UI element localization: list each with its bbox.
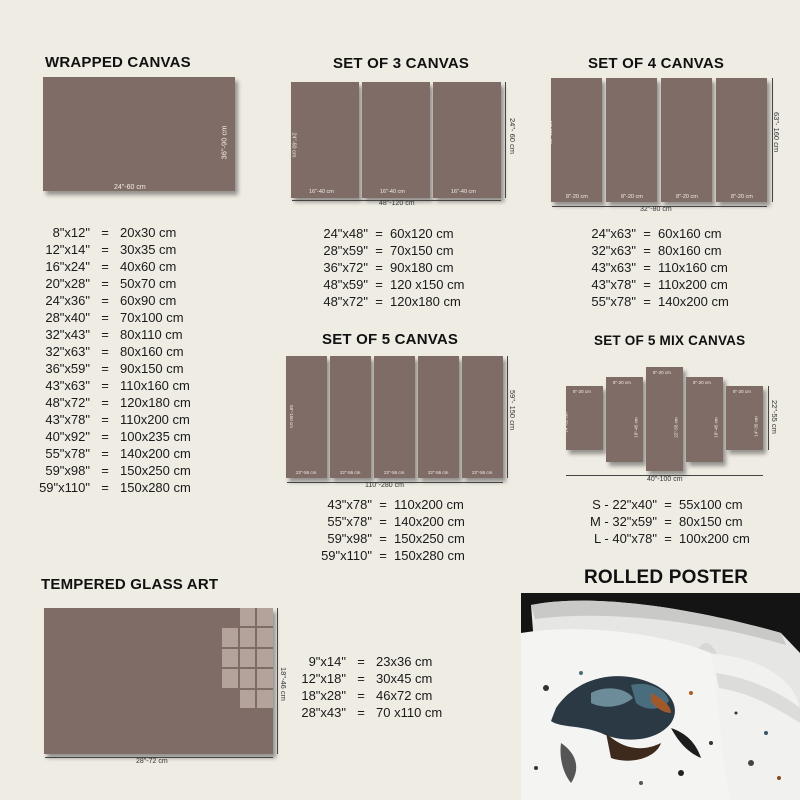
size-equals: = [101, 327, 109, 342]
size-inches: 36"x59" [45, 361, 90, 376]
set5mix-side-label: 14"-35 cm [563, 412, 569, 433]
size-row [576, 225, 778, 242]
size-cm: 150x250 cm [394, 531, 465, 546]
size-cm: 70x100 cm [120, 310, 184, 325]
size-row [318, 547, 524, 564]
size-row [294, 670, 476, 687]
size-row [30, 428, 240, 445]
set5-panel [374, 356, 415, 478]
size-inches: 20"x28" [45, 276, 90, 291]
set4-panel-label: 8"-20 cm [676, 194, 698, 200]
size-cm: 120 x150 cm [390, 277, 465, 292]
size-row [576, 259, 778, 276]
size-cm: 80x150 cm [679, 514, 743, 529]
size-cm: 60x120 cm [390, 226, 454, 241]
size-row [30, 258, 240, 275]
set3-side-label: 24"-60 cm [290, 132, 297, 158]
size-inches: 12"x18" [301, 671, 346, 686]
size-equals: = [379, 548, 387, 563]
poster-title: ROLLED POSTER [584, 567, 749, 588]
size-cm: 120x180 cm [390, 294, 461, 309]
size-row [30, 224, 240, 241]
set5mix-top-label: 8"-20 cm [573, 389, 591, 394]
rolled-poster-image [521, 593, 800, 800]
size-inches: 43"x78" [327, 497, 372, 512]
set5-width-label: 110"-280 cm [365, 482, 404, 489]
size-row [30, 292, 240, 309]
size-cm: 40x60 cm [120, 259, 177, 274]
set5-panel [462, 356, 503, 478]
size-row [549, 513, 779, 530]
size-equals: = [101, 378, 109, 393]
size-cm: 110x200 cm [658, 277, 728, 292]
set5-side-label: 59"-150 cm [288, 405, 294, 428]
size-inches: 43"x63" [45, 378, 90, 393]
size-inches: 36"x72" [323, 260, 368, 275]
set5-panel [286, 356, 327, 478]
set4-panel [606, 78, 657, 202]
size-row [576, 276, 778, 293]
size-row [30, 394, 240, 411]
size-row [318, 496, 524, 513]
size-row [294, 704, 476, 721]
size-equals: = [375, 277, 383, 292]
size-equals: = [101, 395, 109, 410]
glass-title: TEMPERED GLASS ART [41, 576, 219, 593]
wrapped-width-label: 24"-60 cm [114, 184, 146, 191]
set5-panel-label: 22"-56 cm [340, 470, 361, 475]
size-equals: = [379, 514, 387, 529]
size-cm: 150x250 cm [120, 463, 191, 478]
size-row [576, 293, 778, 310]
size-inches: 48"x59" [323, 277, 368, 292]
size-cm: 30x35 cm [120, 242, 177, 257]
set3-panel-label: 16"-40 cm [380, 189, 405, 195]
size-inches: 59"x110" [321, 548, 372, 563]
size-row [30, 411, 240, 428]
size-cm: 110x200 cm [120, 412, 190, 427]
set5-panel-label: 22"-56 cm [296, 470, 317, 475]
size-equals: = [101, 344, 109, 359]
size-row [318, 259, 520, 276]
size-cm: 80x160 cm [120, 344, 184, 359]
size-row [318, 276, 520, 293]
size-inches: 59"x98" [327, 531, 372, 546]
size-equals: = [664, 531, 672, 546]
size-row [318, 530, 524, 547]
size-equals: = [379, 531, 387, 546]
size-cm: 60x160 cm [658, 226, 722, 241]
size-row [30, 377, 240, 394]
size-equals: = [643, 243, 651, 258]
set4-side-label: 63"-160 cm [547, 121, 553, 144]
set4-panel [661, 78, 712, 202]
size-cm: 20x30 cm [120, 225, 177, 240]
size-inches: 28"x43" [301, 705, 346, 720]
size-equals: = [664, 497, 672, 512]
set5-title: SET OF 5 CANVAS [322, 331, 459, 348]
size-cm: 140x200 cm [658, 294, 729, 309]
size-inches: 18"x28" [301, 688, 346, 703]
set3-panel-label: 16"-40 cm [309, 189, 334, 195]
size-row [30, 343, 240, 360]
size-inches: 43"x78" [45, 412, 90, 427]
set5-height-label: 59"- 150 cm [508, 390, 517, 431]
set3-panel [362, 82, 430, 198]
size-equals: = [101, 429, 109, 444]
size-inches: 55"x78" [591, 294, 636, 309]
set5mix-panel-l [646, 367, 683, 471]
size-row [30, 326, 240, 343]
size-inches: 28"x59" [323, 243, 368, 258]
set5mix-side-label: 18"-45 cm [633, 417, 639, 438]
size-cm: 140x200 cm [120, 446, 191, 461]
size-row [30, 275, 240, 292]
size-cm: 80x160 cm [658, 243, 722, 258]
glass-reflection [222, 608, 273, 708]
set5mix-height-label: 22"-55 cm [770, 400, 779, 434]
size-equals: = [643, 277, 651, 292]
size-equals: = [643, 294, 651, 309]
size-row [549, 496, 779, 513]
glass-preview [44, 608, 273, 754]
size-equals: = [375, 260, 383, 275]
glass-width-label: 28"-72 cm [136, 758, 168, 765]
size-cm: 70 x110 cm [376, 705, 443, 720]
set4-height-label: 63"- 160 cm [772, 112, 781, 153]
size-row [30, 360, 240, 377]
size-cm: 80x110 cm [120, 327, 183, 342]
set4-width-label: 32"-80 cm [640, 206, 672, 213]
size-equals: = [101, 259, 109, 274]
size-inches: 59"x98" [45, 463, 90, 478]
size-inches: 24"x36" [45, 293, 90, 308]
size-inches: 55"x78" [45, 446, 90, 461]
poster-photo [521, 593, 800, 800]
set5mix-top-label: 8"-20 cm [693, 380, 711, 385]
size-equals: = [643, 226, 651, 241]
size-row [549, 530, 779, 547]
set5-panel [330, 356, 371, 478]
set5mix-side-label: 14"-35 cm [753, 416, 759, 437]
set4-panel-label: 8"-20 cm [566, 194, 588, 200]
set5mix-title: SET OF 5 MIX CANVAS [594, 333, 746, 348]
size-equals: = [643, 260, 651, 275]
size-cm: 46x72 cm [376, 688, 433, 703]
size-equals: = [357, 688, 365, 703]
size-inches: 59"x110" [39, 480, 90, 495]
set5-panel-label: 22"-56 cm [428, 470, 449, 475]
set5mix-panel-m [606, 377, 643, 462]
set4-panel [547, 78, 602, 202]
set5mix-size-list [549, 496, 779, 547]
set5mix-panel-m [686, 377, 723, 462]
set4-panel-label: 8"-20 cm [621, 194, 643, 200]
size-inches: 24"x48" [323, 226, 368, 241]
size-inches: L - 40"x78" [594, 531, 657, 546]
size-equals: = [101, 242, 109, 257]
size-cm: 90x150 cm [120, 361, 184, 376]
size-inches: 16"x24" [45, 259, 90, 274]
set5mix-height-line [768, 386, 769, 450]
set5mix-side-label: 22"-55 cm [673, 417, 679, 438]
wrapped-canvas-preview [43, 77, 235, 191]
size-equals: = [357, 654, 365, 669]
set3-panel [433, 82, 501, 198]
size-equals: = [101, 446, 109, 461]
size-row [294, 653, 476, 670]
size-equals: = [375, 226, 383, 241]
size-cm: 100x235 cm [120, 429, 191, 444]
size-row [576, 242, 778, 259]
size-equals: = [101, 412, 109, 427]
size-row [30, 479, 240, 496]
size-equals: = [101, 310, 109, 325]
size-cm: 150x280 cm [394, 548, 465, 563]
size-row [30, 241, 240, 258]
set3-height-line [505, 82, 506, 198]
size-equals: = [379, 497, 387, 512]
size-cm: 110x200 cm [394, 497, 464, 512]
size-inches: 55"x78" [327, 514, 372, 529]
size-cm: 50x70 cm [120, 276, 177, 291]
set3-height-label: 24"- 60 cm [508, 118, 517, 155]
size-cm: 140x200 cm [394, 514, 465, 529]
set4-panel-label: 8"-20 cm [731, 194, 753, 200]
size-cm: 55x100 cm [679, 497, 743, 512]
size-row [30, 462, 240, 479]
set3-size-list [318, 225, 520, 310]
size-equals: = [357, 705, 365, 720]
size-inches: 32"x63" [591, 243, 636, 258]
set5-panel-label: 22"-56 cm [472, 470, 493, 475]
size-inches: 32"x43" [45, 327, 90, 342]
size-inches: 40"x92" [45, 429, 90, 444]
size-inches: 28"x40" [45, 310, 90, 325]
set5mix-panel-s [563, 386, 603, 450]
size-row [318, 242, 520, 259]
set5mix-panel-s [726, 386, 763, 450]
size-inches: 43"x63" [591, 260, 636, 275]
size-cm: 110x160 cm [120, 378, 190, 393]
size-inches: S - 22"x40" [592, 497, 657, 512]
set4-size-list [576, 225, 778, 310]
wrapped-size-list [30, 224, 240, 496]
size-equals: = [101, 361, 109, 376]
size-equals: = [101, 276, 109, 291]
size-cm: 110x160 cm [658, 260, 728, 275]
size-inches: 8"x12" [52, 225, 90, 240]
set5mix-width-label: 40"-100 cm [647, 476, 683, 483]
size-equals: = [357, 671, 365, 686]
size-row [30, 309, 240, 326]
size-row [318, 293, 520, 310]
size-cm: 70x150 cm [390, 243, 454, 258]
set3-title: SET OF 3 CANVAS [333, 55, 470, 72]
size-row [294, 687, 476, 704]
size-inches: 12"x14" [45, 242, 90, 257]
size-equals: = [664, 514, 672, 529]
set3-panel-label: 16"-40 cm [451, 189, 476, 195]
set3-panel [291, 82, 359, 198]
size-inches: 24"x63" [591, 226, 636, 241]
set5mix-top-label: 8"-20 cm [613, 380, 631, 385]
glass-size-list [294, 653, 476, 721]
set4-panel [716, 78, 767, 202]
size-cm: 150x280 cm [120, 480, 191, 495]
size-cm: 30x45 cm [376, 671, 433, 686]
size-inches: 9"x14" [308, 654, 346, 669]
size-cm: 90x180 cm [390, 260, 454, 275]
size-equals: = [101, 463, 109, 478]
size-equals: = [375, 294, 383, 309]
size-equals: = [375, 243, 383, 258]
set3-width-label: 48"-120 cm [379, 200, 415, 207]
size-inches: 32"x63" [45, 344, 90, 359]
size-row [30, 445, 240, 462]
size-row [318, 225, 520, 242]
set5-panel-label: 22"-56 cm [384, 470, 405, 475]
size-cm: 60x90 cm [120, 293, 177, 308]
size-equals: = [101, 480, 109, 495]
size-inches: M - 32"x59" [589, 514, 657, 529]
set5-panel [418, 356, 459, 478]
glass-height-label: 18"-46 cm [279, 667, 288, 701]
size-cm: 120x180 cm [120, 395, 191, 410]
size-cm: 23x36 cm [376, 654, 433, 669]
wrapped-height-label: 36"-90 cm [219, 125, 229, 160]
size-equals: = [101, 225, 109, 240]
set5-size-list [318, 496, 524, 564]
set5mix-top-label: 8"-20 cm [733, 389, 751, 394]
set4-title: SET OF 4 CANVAS [588, 55, 725, 72]
set5mix-side-label: 18"-45 cm [713, 417, 719, 438]
size-equals: = [101, 293, 109, 308]
size-row [318, 513, 524, 530]
glass-height-line [277, 608, 278, 754]
size-inches: 43"x78" [591, 277, 636, 292]
wrapped-canvas-title: WRAPPED CANVAS [45, 54, 191, 71]
set5mix-top-label: 8"-20 cm [653, 370, 671, 375]
size-inches: 48"x72" [45, 395, 90, 410]
size-cm: 100x200 cm [679, 531, 750, 546]
size-inches: 48"x72" [323, 294, 368, 309]
